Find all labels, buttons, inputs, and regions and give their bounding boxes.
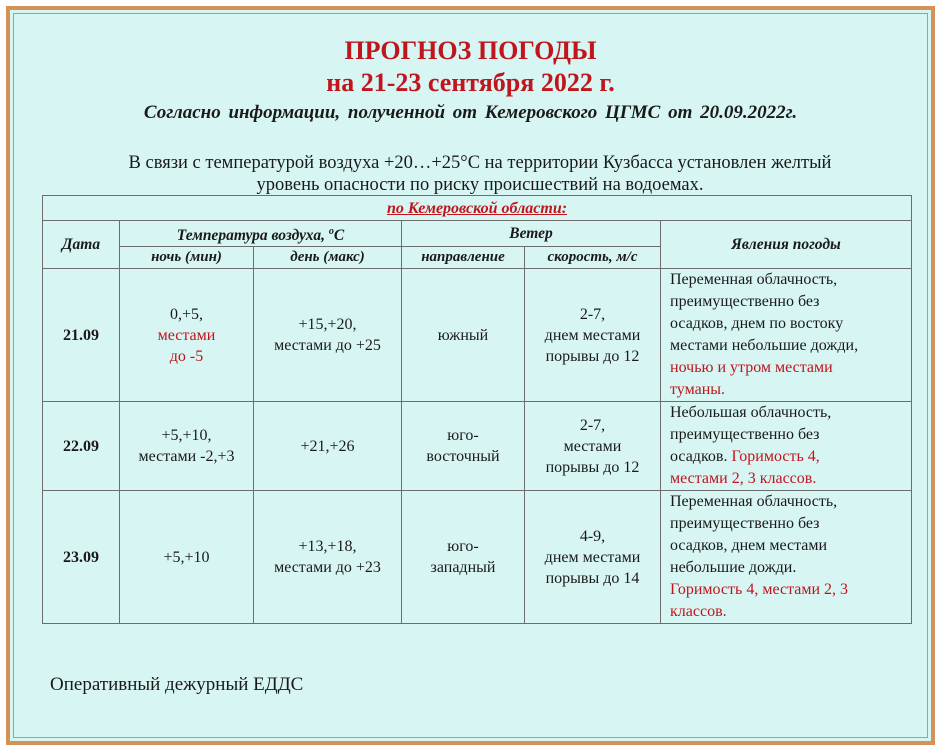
day-header: день (макс)	[254, 247, 402, 269]
phenomena-header: Явления погоды	[661, 221, 912, 269]
table-row	[43, 491, 912, 624]
day-cell: +21,+26	[254, 402, 402, 491]
table-row	[43, 269, 912, 402]
date-cell: 22.09	[43, 402, 120, 491]
phenomena-cell: Небольшая облачность, преимущественно без осадков. Горимость 4, местами 2, 3 классов.	[661, 402, 912, 491]
speed-cell: 2-7, днем местами порывы до 12	[525, 269, 661, 402]
day-cell: +15,+20, местами до +25	[254, 269, 402, 402]
day-cell: +13,+18, местами до +23	[254, 491, 402, 624]
speed-cell: 4-9, днем местами порывы до 14	[525, 491, 661, 624]
warning-line-1: В связи с температурой воздуха +20…+25°С на территории Кузбасса установлен желтый	[128, 153, 832, 173]
date-header: Дата	[43, 221, 120, 269]
document-frame	[6, 6, 935, 745]
direction-header: направление	[402, 247, 525, 269]
night-header: ночь (мин)	[120, 247, 254, 269]
temperature-header: Температура воздуха, $^о$С	[120, 221, 402, 247]
source-subtitle: Согласно информации, полученной от Кемеровского ЦГМС от 20.09.2022г.	[143, 102, 798, 123]
date-cell: 23.09	[43, 491, 120, 624]
direction-cell: юго- западный	[402, 491, 525, 624]
date-cell: 21.09	[43, 269, 120, 402]
direction-cell: южный	[402, 269, 525, 402]
warning-text	[70, 152, 890, 196]
speed-header: скорость, м/с	[525, 247, 661, 269]
wind-header: Ветер	[402, 221, 661, 247]
night-cell: +5,+10	[120, 491, 254, 624]
night-cell: 0,+5, местами до -5	[120, 269, 254, 402]
footer-signature: Оперативный дежурный ЕДДС	[50, 674, 304, 695]
table-row	[43, 402, 912, 491]
speed-cell: 2-7, местами порывы до 12	[525, 402, 661, 491]
warning-line-2: уровень опасности по риску происшествий на водоемах.	[256, 175, 704, 195]
night-cell: +5,+10, местами -2,+3	[120, 402, 254, 491]
direction-cell: юго- восточный	[402, 402, 525, 491]
phenomena-cell: Переменная облачность, преимущественно без осадков, днем местами небольшие дожди. Горимость 4, местами 2, 3 классов.	[661, 491, 912, 624]
phenomena-cell: Переменная облачность, преимущественно без осадков, днем по востоку местами небольшие дожди, ночью и утром местами туманы.	[661, 269, 912, 402]
title-line-2: на 21-23 сентября 2022 г.	[326, 68, 615, 97]
forecast-table	[42, 195, 912, 624]
region-header: по Кемеровской области:	[43, 196, 912, 221]
title-line-1: ПРОГНОЗ ПОГОДЫ	[344, 36, 597, 65]
